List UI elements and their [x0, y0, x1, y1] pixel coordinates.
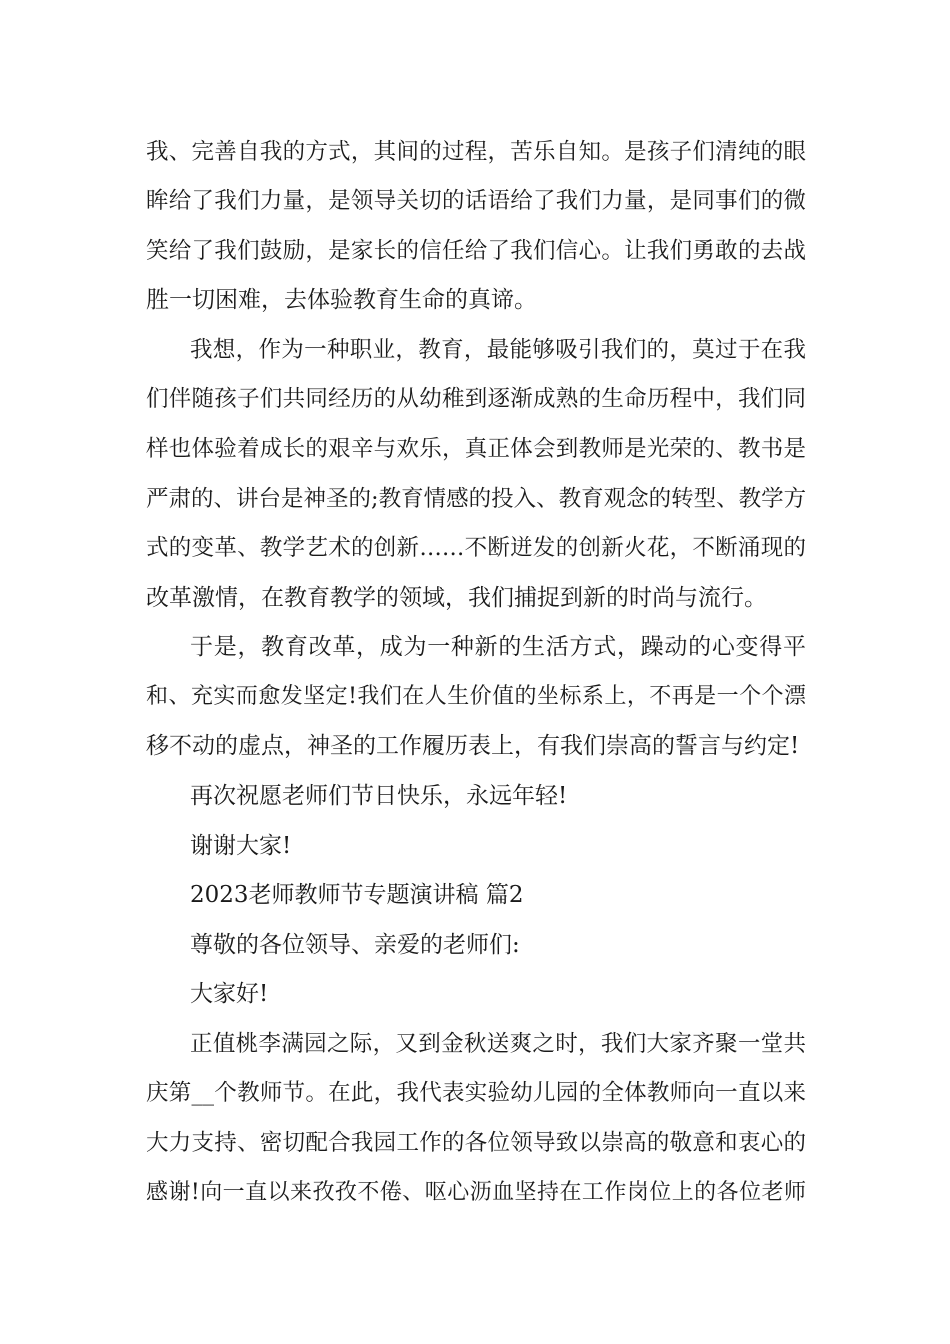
- section-heading: 2023老师教师节专题演讲稿 篇2: [190, 882, 524, 908]
- closing-thanks: 谢谢大家!: [190, 833, 292, 859]
- paragraph-line: 眸给了我们力量，是领导关切的话语给了我们力量，是同事们的微: [146, 188, 806, 214]
- salutation: 尊敬的各位领导、亲爱的老师们:: [190, 932, 520, 958]
- closing-wish: 再次祝愿老师们节日快乐，永远年轻!: [190, 783, 568, 809]
- greeting: 大家好!: [190, 981, 269, 1007]
- paragraph-line: 我、完善自我的方式，其间的过程，苦乐自知。是孩子们清纯的眼: [146, 139, 806, 165]
- paragraph-line: 胜一切困难，去体验教育生命的真谛。: [146, 287, 537, 313]
- paragraph-line: 们伴随孩子们共同经历的从幼稚到逐渐成熟的生命历程中，我们同: [146, 386, 806, 412]
- paragraph-line: 式的变革、教学艺术的创新……不断迸发的创新火花，不断涌现的: [146, 535, 806, 561]
- paragraph-line: 感谢!向一直以来孜孜不倦、呕心沥血坚持在工作岗位上的各位老师: [146, 1180, 806, 1205]
- paragraph-line: 严肃的、讲台是神圣的;教育情感的投入、教育观念的转型、教学方: [146, 486, 807, 512]
- paragraph-line: 大力支持、密切配合我园工作的各位领导致以崇高的敬意和衷心的: [146, 1130, 806, 1156]
- paragraph-line: 移不动的虚点，神圣的工作履历表上，有我们崇高的誓言与约定!: [146, 733, 800, 759]
- paragraph-line: 笑给了我们鼓励，是家长的信任给了我们信心。让我们勇敢的去战: [146, 238, 806, 264]
- paragraph-line: 和、充实而愈发坚定!我们在人生价值的坐标系上，不再是一个个漂: [146, 684, 806, 709]
- paragraph-line: 庆第__个教师节。在此，我代表实验幼儿园的全体教师向一直以来: [146, 1080, 806, 1106]
- paragraph-line: 改革激情，在教育教学的领域，我们捕捉到新的时尚与流行。: [146, 585, 767, 611]
- paragraph-line: 正值桃李满园之际，又到金秋送爽之时，我们大家齐聚一堂共: [190, 1031, 806, 1057]
- paragraph-line: 样也体验着成长的艰辛与欢乐，真正体会到教师是光荣的、教书是: [146, 436, 806, 462]
- paragraph-line: 我想，作为一种职业，教育，最能够吸引我们的，莫过于在我: [190, 337, 806, 363]
- paragraph-line: 于是，教育改革，成为一种新的生活方式，躁动的心变得平: [190, 634, 806, 660]
